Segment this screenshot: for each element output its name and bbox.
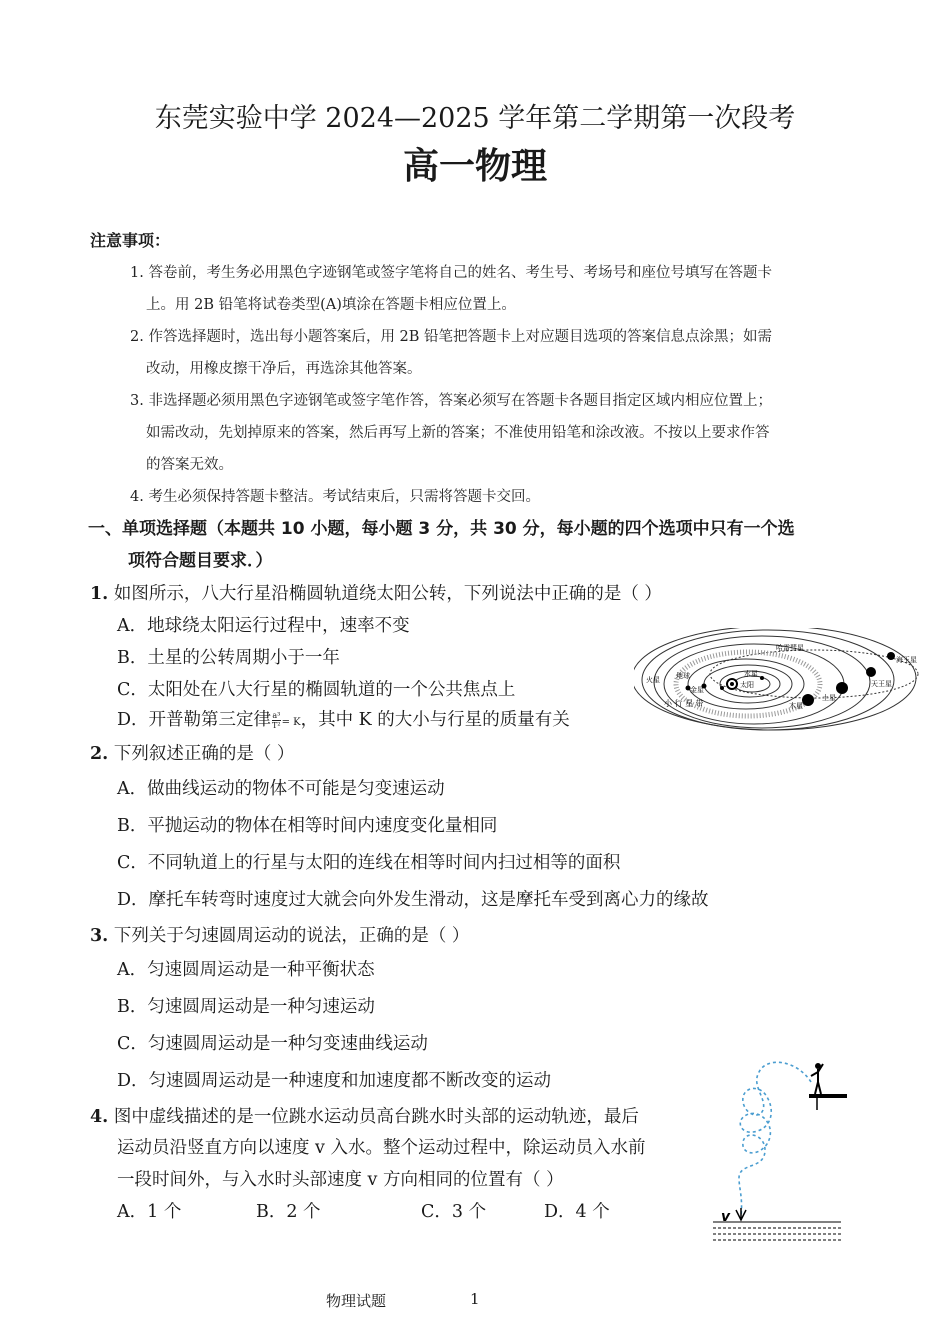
neptune-icon	[887, 652, 895, 660]
label-uranus: 天王星	[871, 680, 892, 688]
q1-option-d[interactable]	[117, 706, 570, 731]
orbit-jupiter	[664, 644, 844, 724]
question-4-stem	[90, 1103, 639, 1128]
mercury-icon	[760, 676, 764, 680]
label-asteroid-belt: 小 行 星 带	[664, 699, 704, 708]
question-4-text-cont: 一段时间外，与入水时头部速度 v 方向相同的位置有（ ）	[117, 1170, 564, 1190]
q2-option-c[interactable]: C．不同轨道上的行星与太阳的连线在相等时间内扫过相等的面积	[117, 853, 621, 873]
q1-option-b[interactable]: B．土星的公转周期小于一年	[117, 648, 340, 668]
question-number: 3.	[90, 926, 109, 946]
section-heading: 一、单项选择题（本题共 10 小题，每小题 3 分，共 30 分，每小题的四个选项中只有一个选	[88, 519, 795, 539]
label-mercury: 水星	[744, 670, 758, 678]
note-line: 如需改动，先划掉原来的答案，然后再写上新的答案；不准使用铅笔和涂改液。不按以上要求作答	[146, 425, 770, 441]
venus-icon	[720, 686, 724, 690]
question-text: 图中虚线描述的是一位跳水运动员高台跳水时头部的运动轨迹，最后	[113, 1107, 639, 1127]
q3-option-a[interactable]: A．匀速圆周运动是一种平衡状态	[117, 960, 375, 980]
question-4-text-cont: 运动员沿竖直方向以速度 v 入水。整个运动过程中，除运动员入水前	[117, 1138, 646, 1158]
label-neptune: 海王星	[896, 656, 917, 664]
question-1-stem	[90, 580, 662, 605]
fraction-denominator: T²	[272, 721, 281, 730]
question-text: 下列关于匀速圆周运动的说法，正确的是（ ）	[113, 926, 470, 946]
option-d-prefix: D．开普勒第三定律	[117, 710, 272, 730]
label-mars: 火星	[646, 676, 660, 684]
note-line: 2. 作答选择题时，选出每小题答案后，用 2B 铅笔把答题卡上对应题目选项的答案信息点涂黑；如需	[130, 329, 773, 345]
q2-option-d[interactable]: D．摩托车转弯时速度过大就会向外发生滑动，这是摩托车受到离心力的缘故	[117, 890, 709, 910]
note-line: 改动，用橡皮擦干净后，再选涂其他答案。	[146, 361, 422, 377]
q1-option-a[interactable]: A．地球绕太阳运行过程中，速率不变	[117, 616, 410, 636]
diver-trajectory-figure	[705, 1058, 855, 1248]
notes-heading: 注意事项：	[90, 231, 171, 250]
q4-option-d[interactable]: D．4 个	[544, 1202, 610, 1222]
q4-option-c[interactable]: C．3 个	[421, 1202, 487, 1222]
question-text: 下列叙述正确的是（ ）	[113, 744, 295, 764]
kepler-fraction	[272, 711, 281, 730]
velocity-label: v	[721, 1209, 731, 1225]
water-surface	[713, 1222, 841, 1240]
subject-title: 高一物理	[402, 146, 547, 187]
diving-platform	[809, 1094, 847, 1098]
q4-option-b[interactable]: B．2 个	[256, 1202, 321, 1222]
solar-system-figure	[634, 628, 924, 758]
q2-option-a[interactable]: A．做曲线运动的物体不可能是匀变速运动	[117, 779, 445, 799]
trajectory-path	[739, 1062, 811, 1216]
question-text: 如图所示，八大行星沿椭圆轨道绕太阳公转，下列说法中正确的是（ ）	[113, 584, 662, 604]
question-number: 2.	[90, 744, 109, 764]
label-saturn: 土星	[822, 694, 836, 702]
question-2-stem	[90, 740, 294, 765]
page-number: 1	[470, 1290, 480, 1308]
uranus-icon	[866, 667, 876, 677]
note-line: 3. 非选择题必须用黑色字迹钢笔或签字笔作答，答案必须写在答题卡各题目指定区域内相应位置上；	[130, 393, 772, 409]
footer-subject: 物理试题	[326, 1292, 387, 1310]
sun-core-icon	[730, 682, 734, 686]
exam-title: 东莞实验中学 2024—2025 学年第二学期第一次段考	[154, 103, 796, 134]
fraction-numerator: a³	[272, 711, 281, 720]
section-heading-cont: 项符合题目要求．）	[128, 551, 273, 571]
question-3-stem	[90, 922, 469, 947]
option-d-suffix: ，其中 K 的大小与行星的质量有关	[300, 710, 570, 730]
q3-option-c[interactable]: C．匀速圆周运动是一种匀变速曲线运动	[117, 1034, 428, 1054]
saturn-icon	[836, 682, 848, 694]
label-earth: 地球	[676, 672, 690, 680]
note-line: 上。用 2B 铅笔将试卷类型(A)填涂在答题卡相应位置上。	[146, 297, 516, 313]
q3-option-d[interactable]: D．匀速圆周运动是一种速度和加速度都不断改变的运动	[117, 1071, 552, 1091]
note-line: 的答案无效。	[146, 457, 233, 473]
jupiter-icon	[802, 694, 814, 706]
q4-option-a[interactable]: A．1 个	[117, 1202, 182, 1222]
question-number: 4.	[90, 1107, 109, 1127]
question-number: 1.	[90, 584, 109, 604]
orbit-saturn	[654, 636, 870, 728]
note-line: 1. 答卷前，考生务必用黑色字迹钢笔或签字笔将自己的姓名、考生号、考场号和座位号填写在答题卡	[130, 265, 772, 281]
label-sun: 太阳	[740, 681, 754, 689]
label-jupiter: 木星	[789, 702, 803, 710]
label-venus: 金星	[690, 686, 704, 694]
q3-option-b[interactable]: B．匀速圆周运动是一种匀速运动	[117, 997, 375, 1017]
note-line: 4. 考生必须保持答题卡整洁。考试结束后，只需将答题卡交回。	[130, 489, 540, 505]
label-comet: 哈雷彗星	[776, 644, 804, 652]
q2-option-b[interactable]: B．平抛运动的物体在相等时间内速度变化量相同	[117, 816, 498, 836]
fraction-equals: = K	[281, 717, 301, 728]
q1-option-c[interactable]: C．太阳处在八大行星的椭圆轨道的一个公共焦点上	[117, 680, 516, 700]
